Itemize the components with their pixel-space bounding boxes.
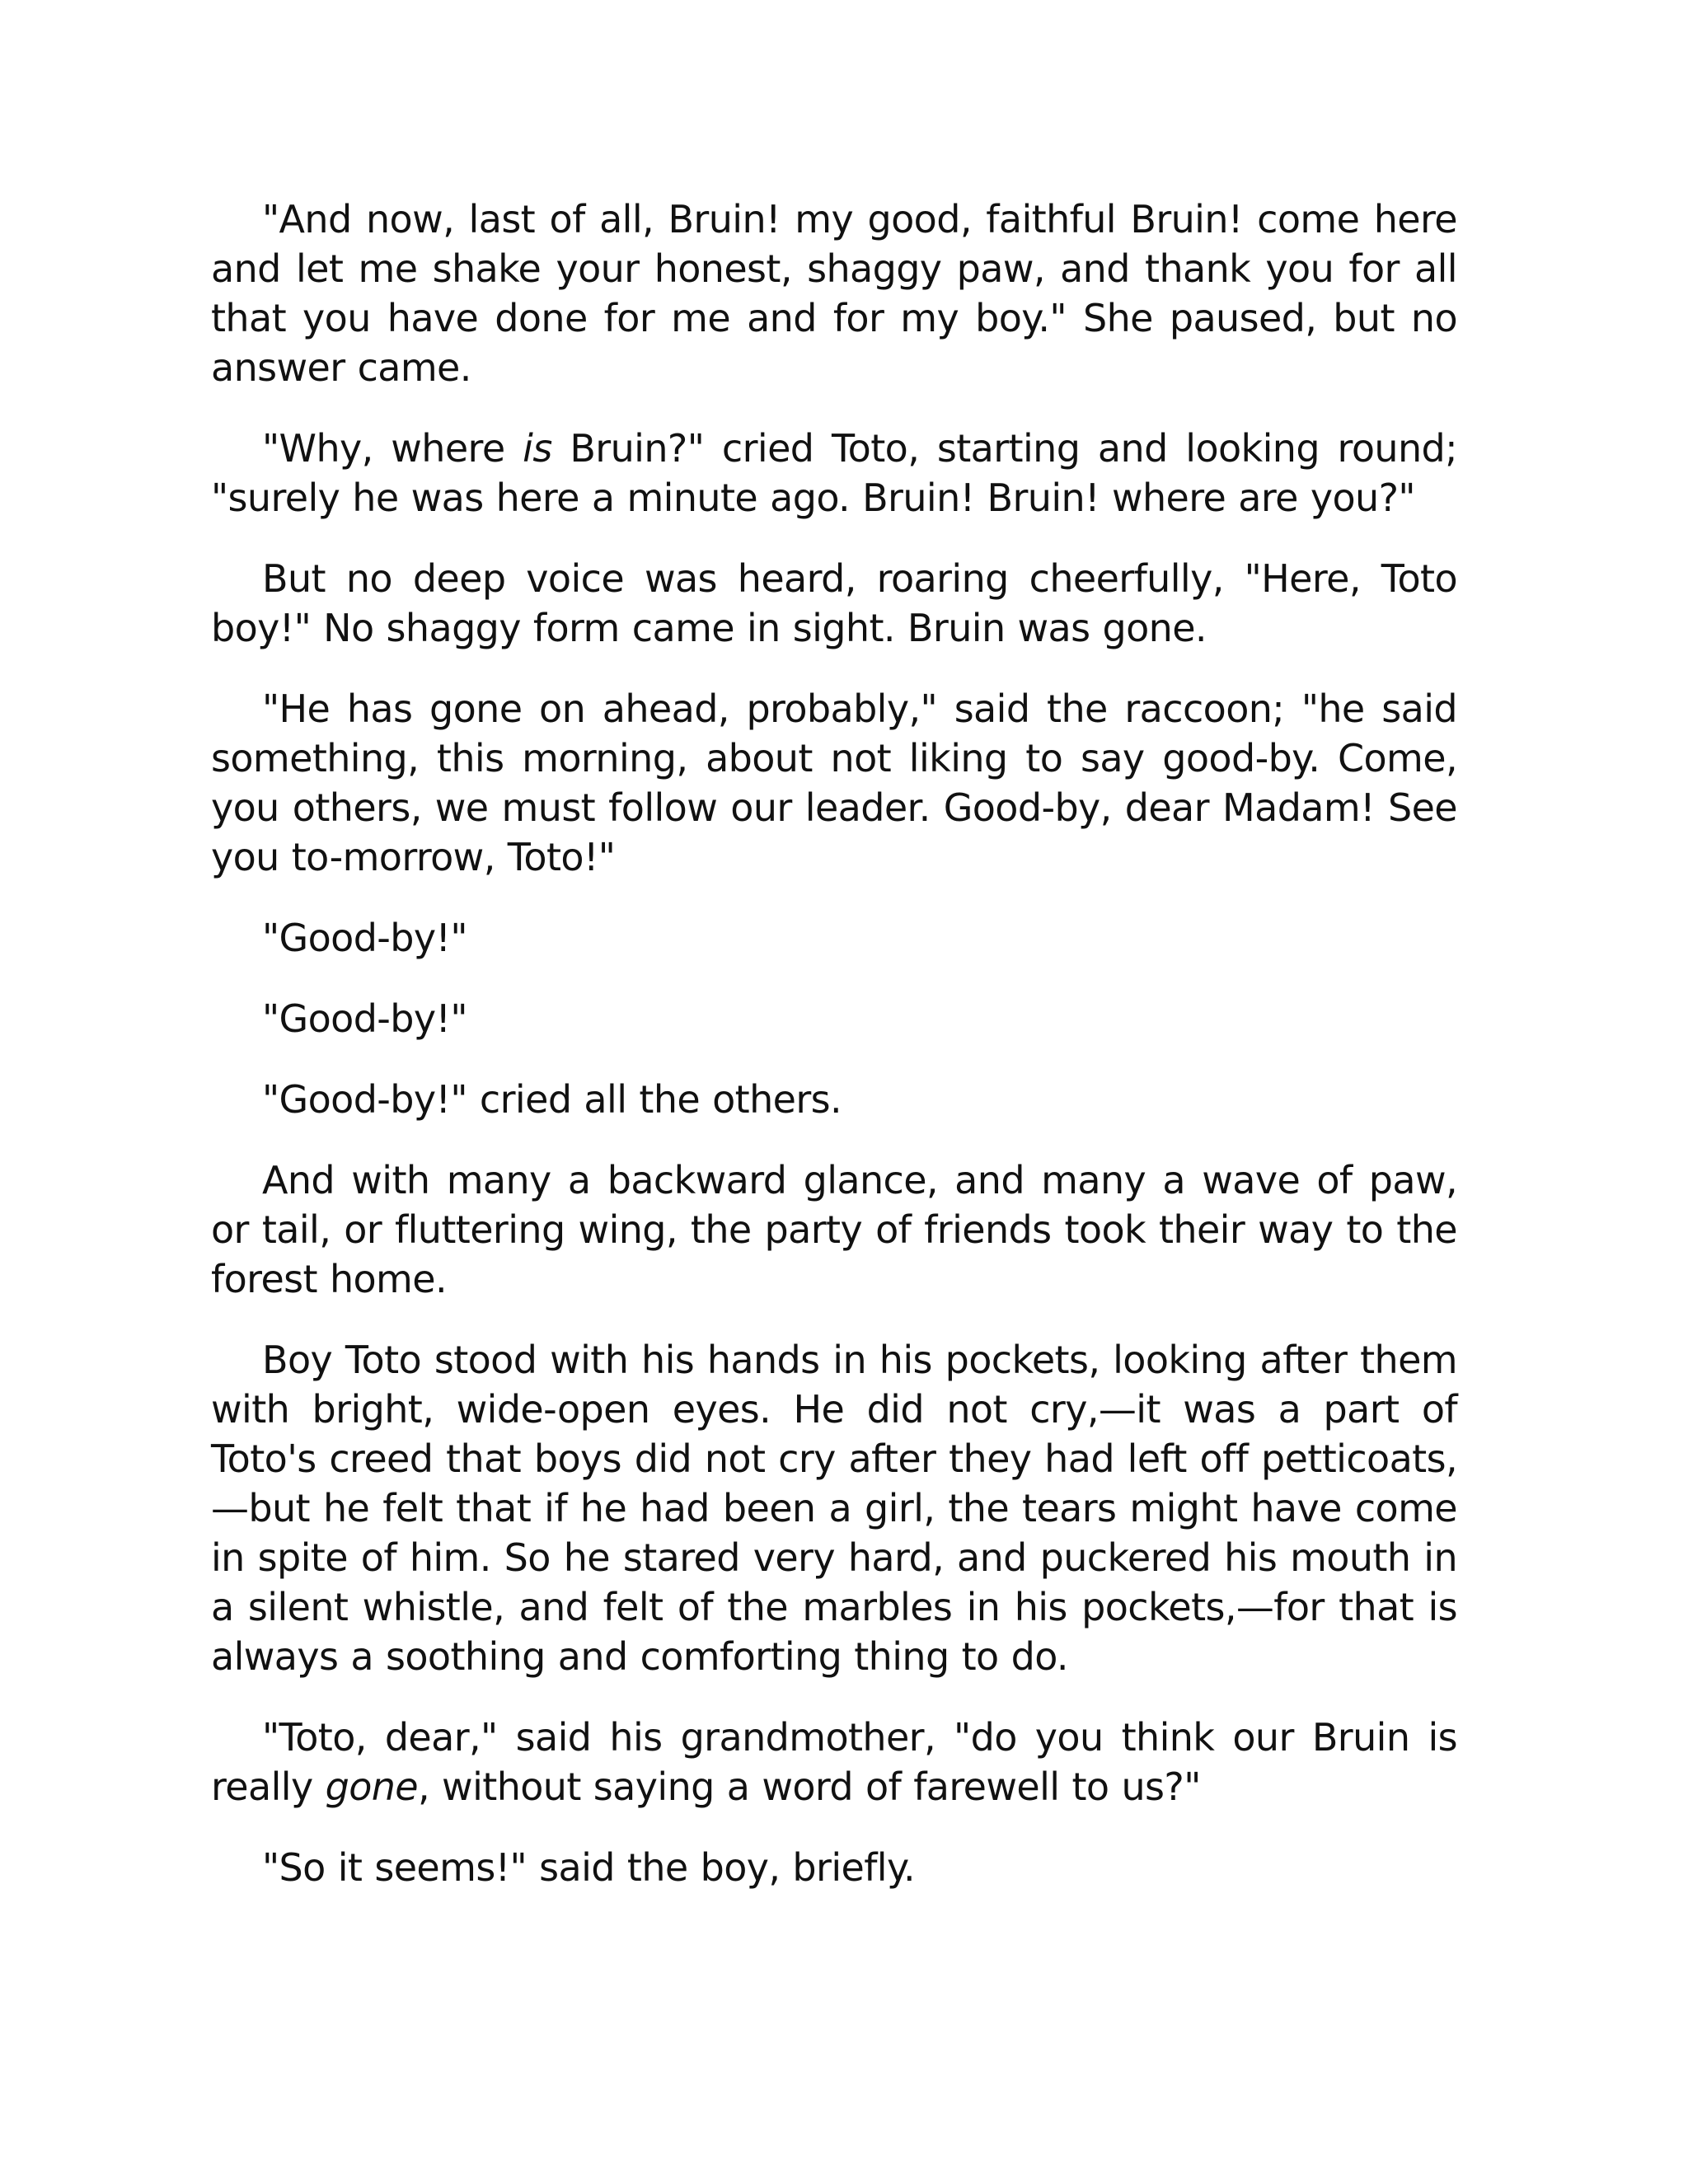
text-segment: "And now, last of all, Bruin! my good, faithful Bruin! come here and let me shake your honest, shaggy paw, and thank you for all that you have done for me and for my boy." She paused, but no answer came. bbox=[211, 197, 1457, 390]
text-segment: , without saying a word of farewell to us?" bbox=[418, 1765, 1201, 1809]
text-segment: And with many a backward glance, and many a wave of paw, or tail, or fluttering wing, the party of friends took their way to the forest home. bbox=[211, 1158, 1457, 1301]
document-page bbox=[211, 194, 1457, 1892]
text-segment: "He has gone on ahead, probably," said the raccoon; "he said something, this morning, about not liking to say good-by. Come, you others, we must follow our leader. Good-by, dear Madam! See you to-morrow, Toto!" bbox=[211, 687, 1457, 879]
text-segment: "Why, where bbox=[262, 426, 523, 471]
paragraph-good-by-1 bbox=[211, 913, 1457, 963]
paragraph-no-deep-voice bbox=[211, 554, 1457, 653]
text-segment: "Good-by!" bbox=[262, 916, 467, 960]
paragraph-grandmother-asks bbox=[211, 1713, 1457, 1811]
italic-emphasis: is bbox=[523, 426, 552, 471]
text-segment: "Good-by!" bbox=[262, 996, 467, 1041]
text-segment: "Toto, dear," said his grandmother, "do you think our Bruin is really bbox=[211, 1715, 1457, 1809]
text-segment: Boy Toto stood with his hands in his pockets, looking after them with bright, wide-open eyes. He did not cry,—it was a part of Toto's creed that boys did not cry after they had left off petticoats,—but he felt that if he had been a girl, the tears might have come in spite of him. So he stared very hard, and puckered his mouth in a silent whistle, and felt of the marbles in his pockets,—for that is always a soothing and comforting thing to do. bbox=[211, 1338, 1457, 1679]
paragraph-boy-toto-stood bbox=[211, 1335, 1457, 1681]
paragraph-so-it-seems bbox=[211, 1843, 1457, 1892]
paragraph-good-by-2 bbox=[211, 994, 1457, 1043]
paragraph-backward-glance bbox=[211, 1155, 1457, 1304]
text-segment: Bruin?" cried Toto, starting and looking round; "surely he was here a minute ago. Bruin! Bruin! where are you?" bbox=[211, 426, 1458, 520]
italic-emphasis: gone bbox=[325, 1765, 419, 1809]
paragraph-where-is-bruin bbox=[211, 424, 1457, 523]
paragraph-farewell-bruin bbox=[211, 194, 1457, 392]
text-segment: "Good-by!" cried all the others. bbox=[262, 1077, 842, 1122]
text-segment: "So it seems!" said the boy, briefly. bbox=[262, 1845, 916, 1890]
paragraph-raccoon-speaks bbox=[211, 684, 1457, 882]
paragraph-good-by-others bbox=[211, 1075, 1457, 1124]
text-segment: But no deep voice was heard, roaring cheerfully, "Here, Toto boy!" No shaggy form came in sight. Bruin was gone. bbox=[211, 556, 1457, 650]
